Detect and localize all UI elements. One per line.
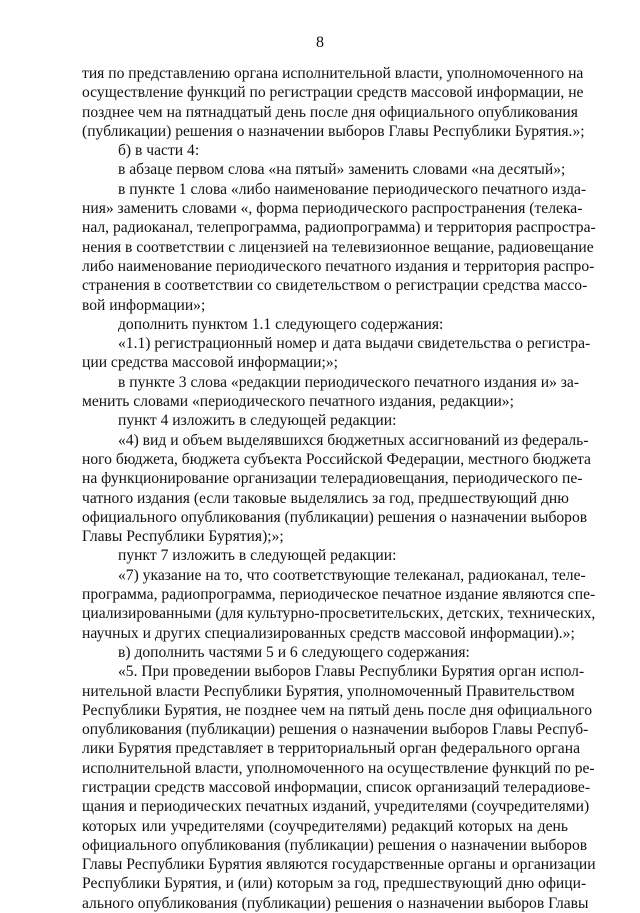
text-line: менить словами «периодического печатного издания, редакции»; — [82, 393, 514, 411]
text-line: тия по представлению органа исполнительной власти, уполномоченного на — [82, 65, 584, 82]
text-line: странения в соответствии со свидетельством о регистрации средства массо- — [82, 277, 588, 295]
text-line: вой информации»; — [82, 296, 206, 314]
text-line: исполнительной власти, уполномоченного на осуществление функций по ре- — [82, 759, 595, 777]
text-line: б) в части 4: — [118, 142, 200, 160]
text-line: в абзаце первом слова «на пятый» заменить словами «на десятый»; — [118, 161, 566, 179]
text-line: в пункте 3 слова «редакции периодического печатного издания и» за- — [118, 373, 580, 391]
text-line: которых или учредителями (соучредителями) редакций которых на день — [82, 817, 568, 835]
text-line: Главы Республики Бурятия являются государственные органы и организации — [82, 856, 596, 874]
text-line: нения в соответствии с лицензией на телевизионное вещание, радиовещание — [82, 238, 594, 256]
document-body — [82, 64, 596, 913]
text-line: научных и других специализированных средств массовой информации).»; — [82, 624, 575, 642]
text-line: осуществление функций по регистрации средств массовой информации, не — [82, 84, 584, 102]
text-line: ния» заменить словами «, форма периодического распространения (телека- — [82, 200, 583, 218]
text-line: дополнить пунктом 1.1 следующего содержания: — [118, 315, 444, 333]
text-line: в пункте 1 слова «либо наименование периодического печатного изда- — [118, 180, 587, 198]
page-number: 8 — [316, 34, 324, 51]
text-line: опубликования (публикации) решения о назначении выборов Главы Респуб- — [82, 721, 589, 739]
text-line: в) дополнить частями 5 и 6 следующего содержания: — [118, 643, 470, 661]
text-line: «4) вид и объем выделявшихся бюджетных ассигнований из федераль- — [118, 431, 589, 449]
text-line: ального опубликования (публикации) решения о назначении выборов Главы — [82, 894, 589, 912]
text-line: чатного издания (если таковые выделялись за год, предшествующий дню — [82, 489, 569, 507]
text-line: пункт 4 изложить в следующей редакции: — [118, 412, 397, 430]
text-line: нительной власти Республики Бурятия, уполномоченный Правительством — [82, 682, 575, 700]
text-line: «1.1) регистрационный номер и дата выдачи свидетельства о регистра- — [118, 335, 591, 353]
text-line: ции средства массовой информации;»; — [82, 354, 338, 372]
text-line: Республики Бурятия, не позднее чем на пятый день после дня официального — [82, 701, 592, 719]
text-line: Главы Республики Бурятия);»; — [82, 528, 284, 546]
text-line: пункт 7 изложить в следующей редакции: — [118, 547, 397, 565]
text-line: лики Бурятия представляет в территориальный орган федерального органа — [82, 740, 580, 758]
text-line: на функционирование организации телерадиовещания, периодического пе- — [82, 470, 583, 488]
text-line: официального опубликования (публикации) решения о назначении выборов — [82, 836, 588, 854]
text-line: нал, радиоканал, телепрограмма, радиопрограмма) и территория распростра- — [82, 219, 596, 237]
text-line: циализированными (для культурно-просветительских, детских, технических, — [82, 605, 596, 623]
text-line: Республики Бурятия, и (или) которым за год, предшествующий дню офици- — [82, 875, 587, 893]
text-line: «7) указание на то, что соответствующие телеканал, радиоканал, теле- — [118, 566, 586, 584]
text-line: ного бюджета, бюджета субъекта Российской Федерации, местного бюджета — [82, 450, 591, 468]
text-line: (публикации) решения о назначении выборов Главы Республики Бурятия.»; — [82, 122, 585, 140]
text-line: «5. При проведении выборов Главы Республики Бурятия орган испол- — [118, 663, 585, 681]
text-line: щания и периодических печатных изданий, учредителями (соучредителями) — [82, 798, 590, 816]
text-line: программа, радиопрограмма, периодическое печатное издание являются спе- — [82, 586, 596, 604]
text-line: официального опубликования (публикации) решения о назначении выборов — [82, 508, 588, 526]
text-line: либо наименование периодического печатного издания и территория распро- — [82, 257, 595, 275]
text-line: позднее чем на пятнадцатый день после дня официального опубликования — [82, 103, 578, 121]
text-line: гистрации средств массовой информации, список организаций телерадиове- — [82, 778, 591, 796]
